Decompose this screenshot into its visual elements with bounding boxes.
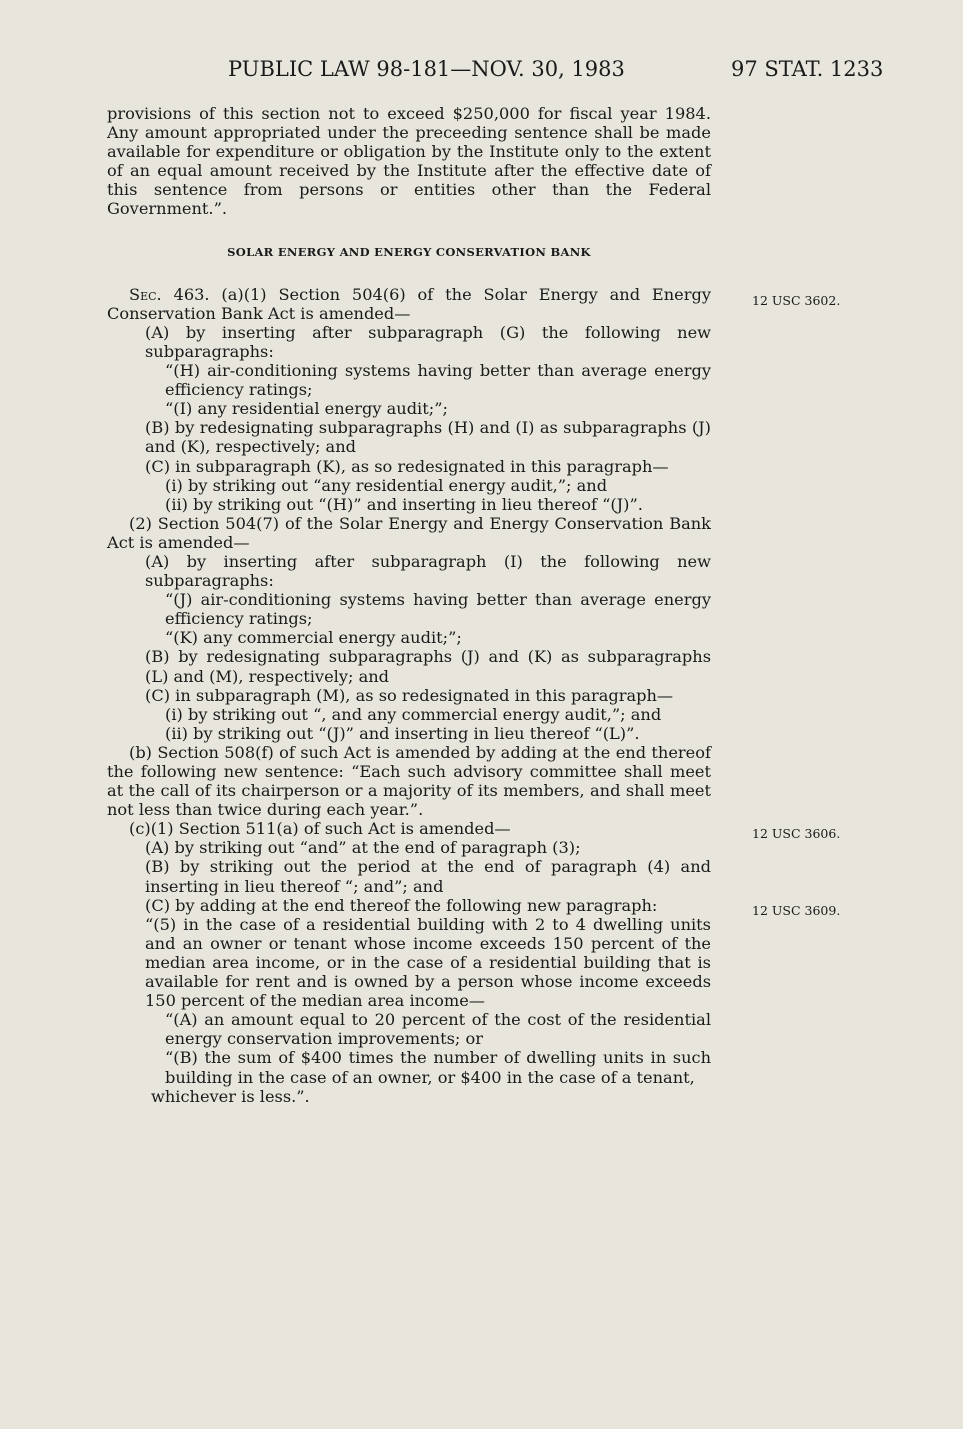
body-text [107,104,711,1106]
paragraph-c1-B: (B) by striking out the period at the end of paragraph (4) and inserting in lieu thereof “; and”; and [145,857,711,896]
margin-note-3606: 12 USC 3606. [752,826,841,841]
margin-note-3609: 12 USC 3609. [752,903,841,918]
paragraph-a1-B: (B) by redesignating subparagraphs (H) and (I) as subparagraphs (J) and (K), respectively; and [145,418,711,457]
section-heading: SOLAR ENERGY AND ENERGY CONSERVATION BANK [227,244,591,259]
paragraph-sec463-a1-text: 463. (a)(1) Section 504(6) of the Solar Energy and Energy Conservation Bank Act is amended— [107,284,711,323]
opening-paragraph: provisions of this section not to exceed $250,000 for fiscal year 1984. Any amount appropriated under the preceeding sentence shall be made available for expenditure or obligation by the Institute only to the extent of an equal amount received by the Institute after the effective date of this sentence from persons or entities other than the Federal Government.”. [107,104,711,219]
paragraph-c1-5-A: “(A) an amount equal to 20 percent of the cost of the residential energy conservation improvements; or [165,1010,711,1049]
paragraph-a2-C: (C) in subparagraph (M), as so redesignated in this paragraph— [145,685,674,705]
paragraph-a2-B: (B) by redesignating subparagraphs (J) and (K) as subparagraphs (L) and (M), respectively; and [145,647,711,686]
paragraph-c1-5: “(5) in the case of a residential building with 2 to 4 dwelling units and an owner or tenant whose income exceeds 150 percent of the median area income, or in the case of a residential building that is available for rent and is owned by a person whose income exceeds 150 percent of the median area income— [145,914,711,1011]
paragraph-a1-C: (C) in subparagraph (K), as so redesignated in this paragraph— [145,456,669,476]
paragraph-c1-5-B: “(B) the sum of $400 times the number of dwelling units in such building in the case of an owner, or $400 in the case of a tenant, [165,1048,711,1087]
margin-note-3602: 12 USC 3602. [752,293,841,308]
paragraph-a2-C-i: (i) by striking out “, and any commercial energy audit,”; and [165,704,662,724]
paragraph-a2: (2) Section 504(7) of the Solar Energy and Energy Conservation Bank Act is amended— [107,513,711,552]
paragraph-a1-C-ii: (ii) by striking out “(H)” and inserting in lieu thereof “(J)”. [165,494,643,514]
paragraph-a1-I: “(I) any residential energy audit;”; [165,399,448,419]
page-header-title: PUBLIC LAW 98-181—NOV. 30, 1983 [228,57,625,81]
paragraph-closing: whichever is less.”. [151,1086,310,1106]
paragraph-c1: (c)(1) Section 511(a) of such Act is amended— [129,819,511,839]
paragraph-a2-A: (A) by inserting after subparagraph (I) the following new subparagraphs: [145,551,711,591]
paragraph-c1-C: (C) by adding at the end thereof the following new paragraph: [145,895,658,915]
paragraph-a1-H: “(H) air-conditioning systems having better than average energy efficiency ratings; [165,361,711,400]
paragraph-a2-K: “(K) any commercial energy audit;”; [165,628,462,648]
page-header-stat: 97 STAT. 1233 [731,57,884,81]
paragraph-a2-J: “(J) air-conditioning systems having better than average energy efficiency ratings; [165,590,711,629]
paragraph-c1-A: (A) by striking out “and” at the end of paragraph (3); [145,838,581,858]
paragraph-b: (b) Section 508(f) of such Act is amended by adding at the end thereof the following new sentence: “Each such advisory committee shall meet at the call of its chairperson or a majority of its members, and shall meet not less than twice during each year.”. [107,742,711,820]
paragraph-a2-C-ii: (ii) by striking out “(J)” and inserting in lieu thereof “(L)”. [165,723,640,743]
paragraph-sec463-a1 [107,285,711,323]
paragraph-a1-A: (A) by inserting after subparagraph (G) the following new subparagraphs: [145,322,711,361]
sec-label: Sec. [129,284,162,304]
paragraph-a1-C-i: (i) by striking out “any residential energy audit,”; and [165,475,608,495]
